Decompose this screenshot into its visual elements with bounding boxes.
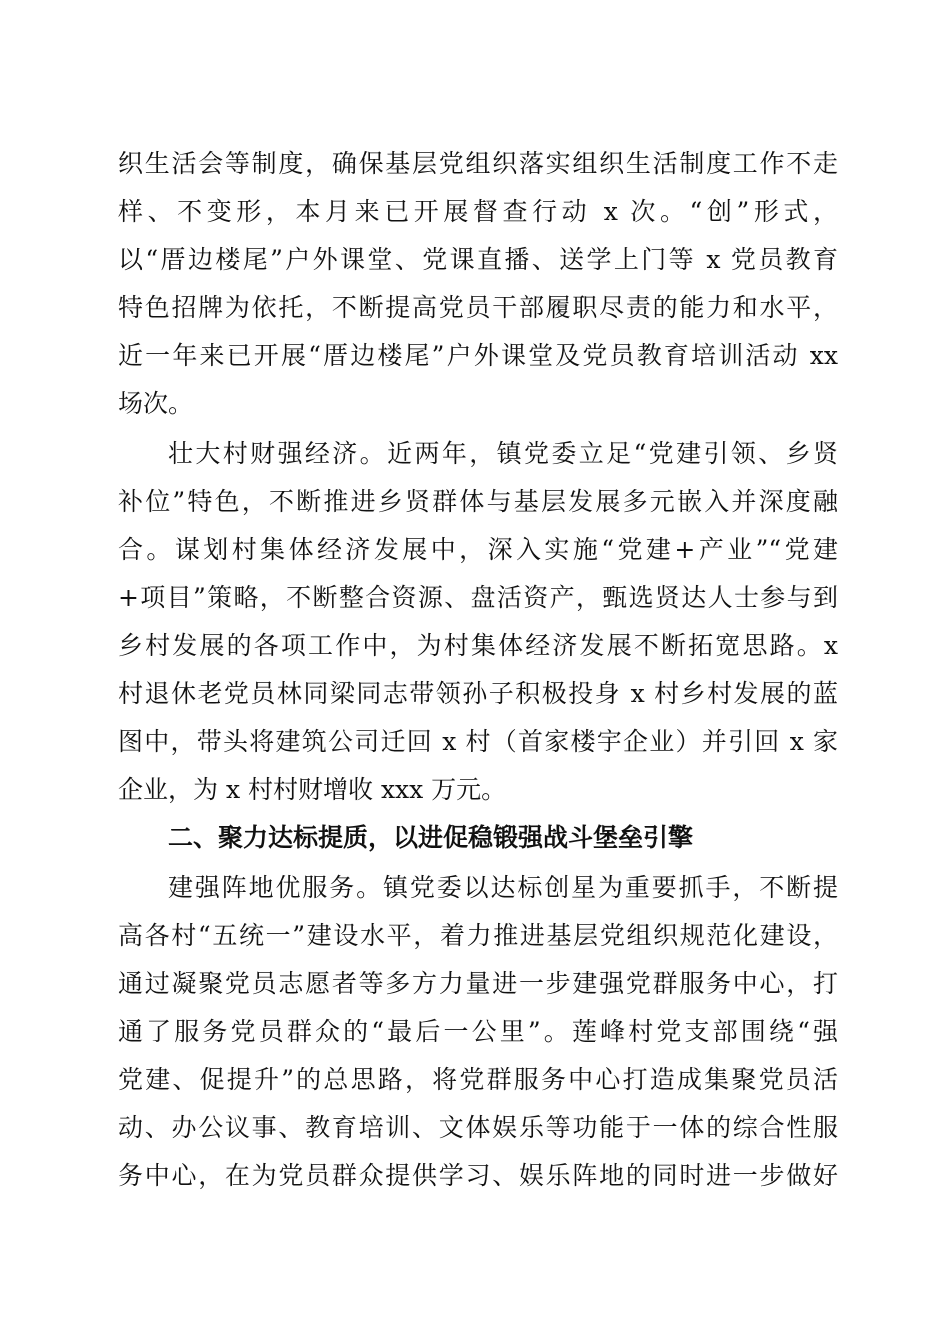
paragraph-line: 高各村“五统一”建设水平，着力推进基层党组织规范化建设， <box>118 921 838 950</box>
paragraph-line: 合。谋划村集体经济发展中，深入实施“党建+产业”“党建 <box>118 535 838 564</box>
section-heading: 二、聚力达标提质，以进促稳锻强战斗堡垒引擎 <box>168 823 694 852</box>
paragraph-line: 近一年来已开展“厝边楼尾”户外课堂及党员教育培训活动 xx <box>118 341 838 370</box>
paragraph-line: 样、不变形，本月来已开展督查行动 x 次。“创”形式， <box>118 197 838 226</box>
paragraph-line: 以“厝边楼尾”户外课堂、党课直播、送学上门等 x 党员教育 <box>118 245 838 274</box>
paragraph-line: 务中心，在为党员群众提供学习、娱乐阵地的同时进一步做好 <box>118 1161 838 1190</box>
paragraph-first-line: 建强阵地优服务。镇党委以达标创星为重要抓手，不断提 <box>168 873 838 902</box>
paragraph-line: 特色招牌为依托，不断提高党员干部履职尽责的能力和水平， <box>118 293 838 322</box>
paragraph-line: 党建、促提升”的总思路，将党群服务中心打造成集聚党员活 <box>118 1065 838 1094</box>
paragraph-line: 场次。 <box>118 389 194 418</box>
paragraph-first-line: 壮大村财强经济。近两年，镇党委立足“党建引领、乡贤 <box>168 439 838 468</box>
paragraph-line: 动、办公议事、教育培训、文体娱乐等功能于一体的综合性服 <box>118 1113 838 1142</box>
paragraph-line: 乡村发展的各项工作中，为村集体经济发展不断拓宽思路。x <box>118 631 838 660</box>
paragraph-line: 织生活会等制度，确保基层党组织落实组织生活制度工作不走 <box>118 149 838 178</box>
paragraph-line: 补位”特色，不断推进乡贤群体与基层发展多元嵌入并深度融 <box>118 487 838 516</box>
paragraph-line: 通了服务党员群众的“最后一公里”。莲峰村党支部围绕“强 <box>118 1017 838 1046</box>
paragraph-line: 通过凝聚党员志愿者等多方力量进一步建强党群服务中心，打 <box>118 969 838 998</box>
paragraph-line: 企业，为 x 村村财增收 xxx 万元。 <box>118 775 507 804</box>
paragraph-line: 图中，带头将建筑公司迁回 x 村（首家楼宇企业）并引回 x 家 <box>118 727 838 756</box>
paragraph-line: +项目”策略，不断整合资源、盘活资产，甄选贤达人士参与到 <box>118 583 838 612</box>
paragraph-line: 村退休老党员林同梁同志带领孙子积极投身 x 村乡村发展的蓝 <box>118 679 838 708</box>
